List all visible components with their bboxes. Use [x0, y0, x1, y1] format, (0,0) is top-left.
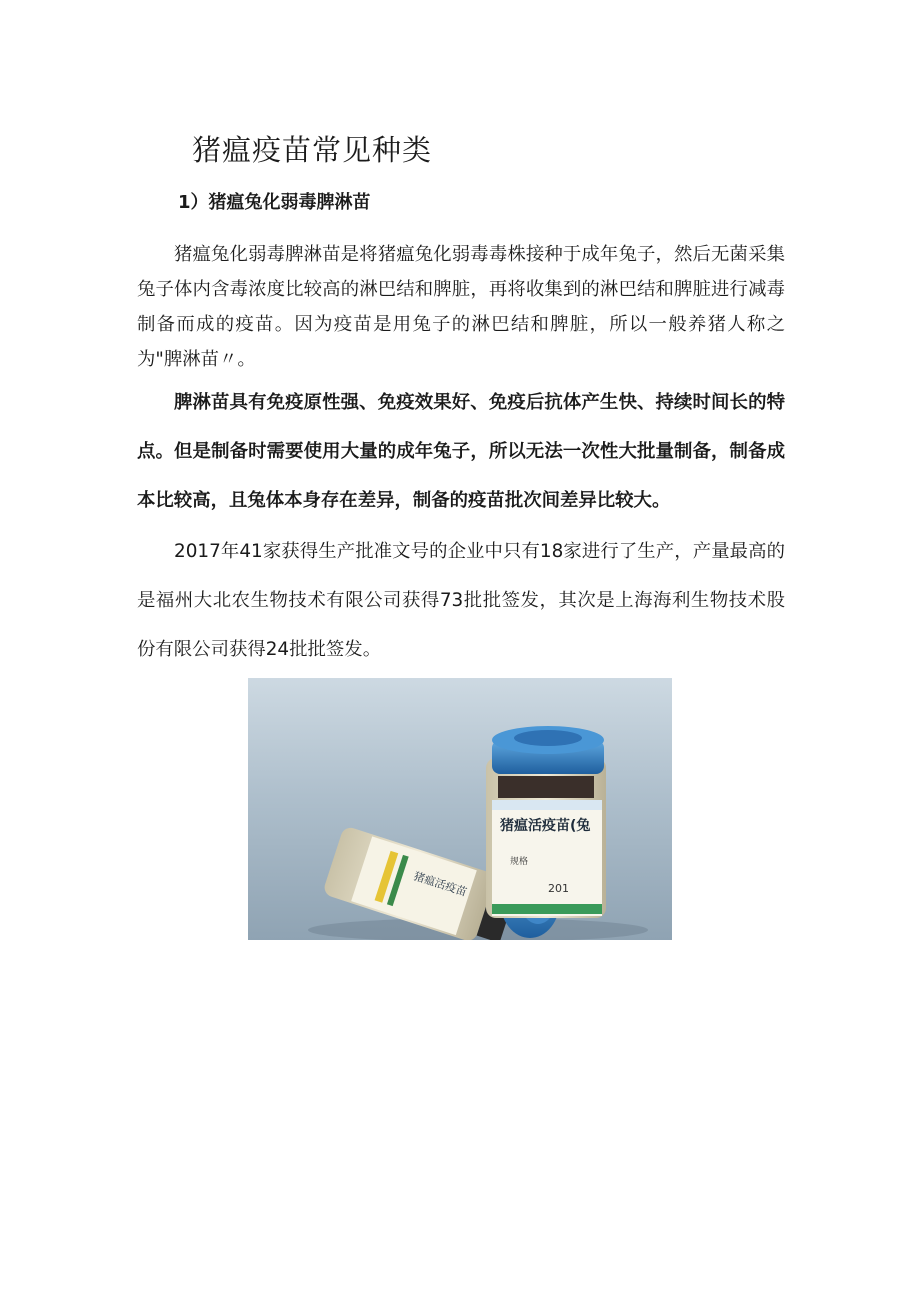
vaccine-vials-photo: [248, 678, 672, 940]
section-heading: 1）猪瘟兔化弱毒脾淋苗: [178, 192, 371, 213]
paragraph-features: 脾淋苗具有免疫原性强、免疫效果好、免疫后抗体产生快、持续时间长的特点。但是制备时需要使用大量的成年兔子，所以无法一次性大批量制备，制备成本比较高，且兔体本身存在差异，制备的疫苗批次间差异比较大。: [137, 392, 785, 511]
photo-small-label: 规格: [510, 857, 529, 867]
paragraph-production: 2017年41家获得生产批准文号的企业中只有18家进行了生产，产量最高的是福州大北农生物技术有限公司获得73批批签发，其次是上海海利生物技术股份有限公司获得24批批签发。: [137, 541, 785, 660]
photo-main-label: 猪瘟活疫苗(兔: [500, 818, 591, 834]
photo-side-label: 猪瘟活疫苗: [412, 869, 469, 899]
photo-number-label: 201: [548, 882, 569, 895]
paragraph-intro: 猪瘟兔化弱毒脾淋苗是将猪瘟兔化弱毒毒株接种于成年兔子，然后无菌采集兔子体内含毒浓度比较高的淋巴结和脾脏，再将收集到的淋巴结和脾脏进行减毒制备而成的疫苗。因为疫苗是用兔子的淋巴结和脾脏，所以一般养猪人称之为"脾淋苗〃。: [137, 244, 785, 370]
page-title: 猪瘟疫苗常见种类: [192, 133, 433, 167]
standing-vial: [486, 726, 606, 918]
